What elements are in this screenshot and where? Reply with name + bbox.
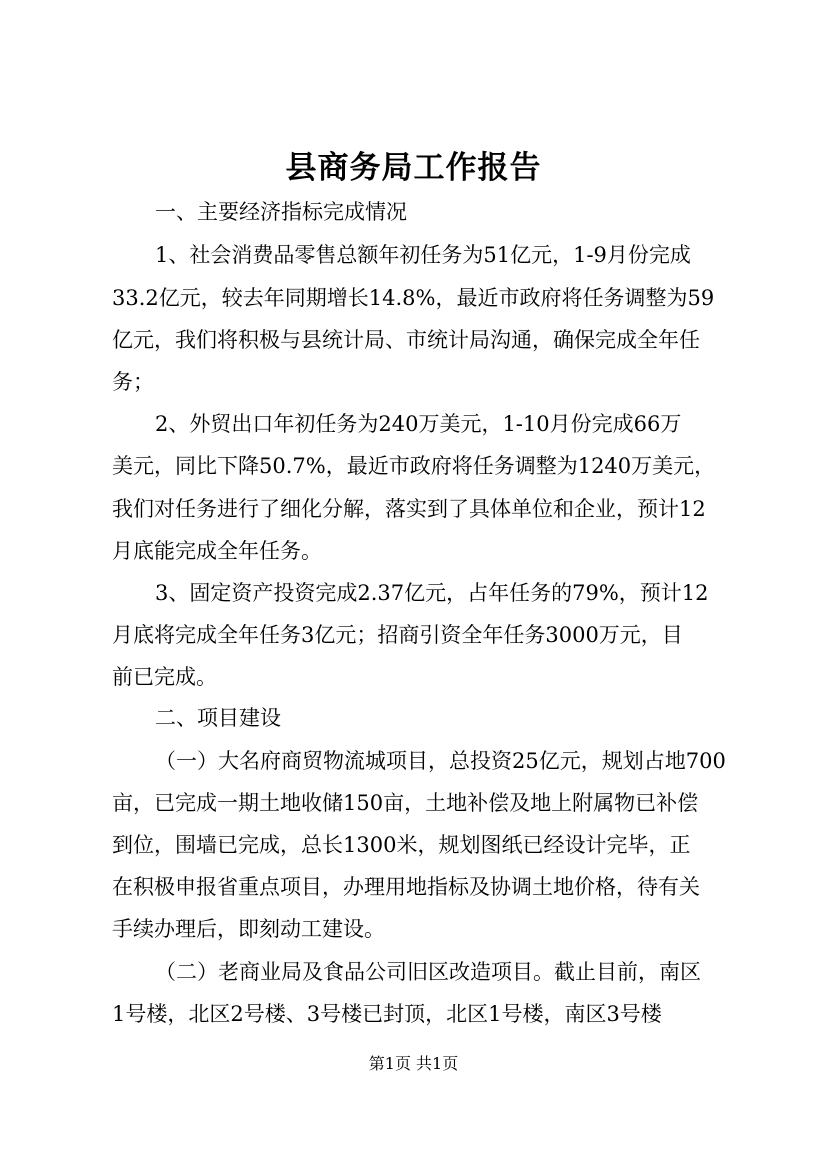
paragraph-line: （二）老商业局及食品公司旧区改造项目。截止目前，南区 <box>155 960 701 984</box>
paragraph-line: 美元，同比下降50.7%，最近市政府将任务调整为1240万美元， <box>112 454 716 478</box>
page-footer: 第1页 共1页 <box>368 1054 459 1073</box>
paragraph-line: 1、社会消费品零售总额年初任务为51亿元，1-9月份完成 <box>155 243 691 267</box>
paragraph-line: 月底将完成全年任务3亿元；招商引资全年任务3000万元，目 <box>112 623 683 647</box>
paragraph-line: 到位，围墙已完成，总长1300米，规划图纸已经设计完毕，正 <box>112 833 691 857</box>
section-heading: 一、主要经济指标完成情况 <box>155 200 407 224</box>
document-title: 县商务局工作报告 <box>285 150 542 186</box>
paragraph-line: 2、外贸出口年初任务为240万美元，1-10月份完成66万 <box>155 412 682 436</box>
paragraph-line: 亿元，我们将积极与县统计局、市统计局沟通，确保完成全年任 <box>112 328 700 352</box>
section-heading: 二、项目建设 <box>155 706 281 730</box>
paragraph-line: 33.2亿元，较去年同期增长14.8%，最近市政府将任务调整为59 <box>112 286 715 310</box>
paragraph-line: （一）大名府商贸物流城项目，总投资25亿元，规划占地700 <box>155 749 726 773</box>
paragraph-line: 在积极申报省重点项目，办理用地指标及协调土地价格，待有关 <box>112 875 700 899</box>
paragraph-line: 月底能完成全年任务。 <box>112 539 322 563</box>
paragraph-line: 我们对任务进行了细化分解，落实到了具体单位和企业，预计12 <box>112 497 706 521</box>
paragraph-line: 亩，已完成一期土地收储150亩，土地补偿及地上附属物已补偿 <box>112 791 699 815</box>
paragraph-line: 3、固定资产投资完成2.37亿元，占年任务的79%，预计12 <box>155 581 709 605</box>
paragraph-line: 务； <box>112 370 154 394</box>
paragraph-line: 前已完成。 <box>112 665 217 689</box>
paragraph-line: 手续办理后，即刻动工建设。 <box>112 917 385 941</box>
paragraph-line: 1号楼，北区2号楼、3号楼已封顶，北区1号楼，南区3号楼 <box>112 1002 662 1026</box>
